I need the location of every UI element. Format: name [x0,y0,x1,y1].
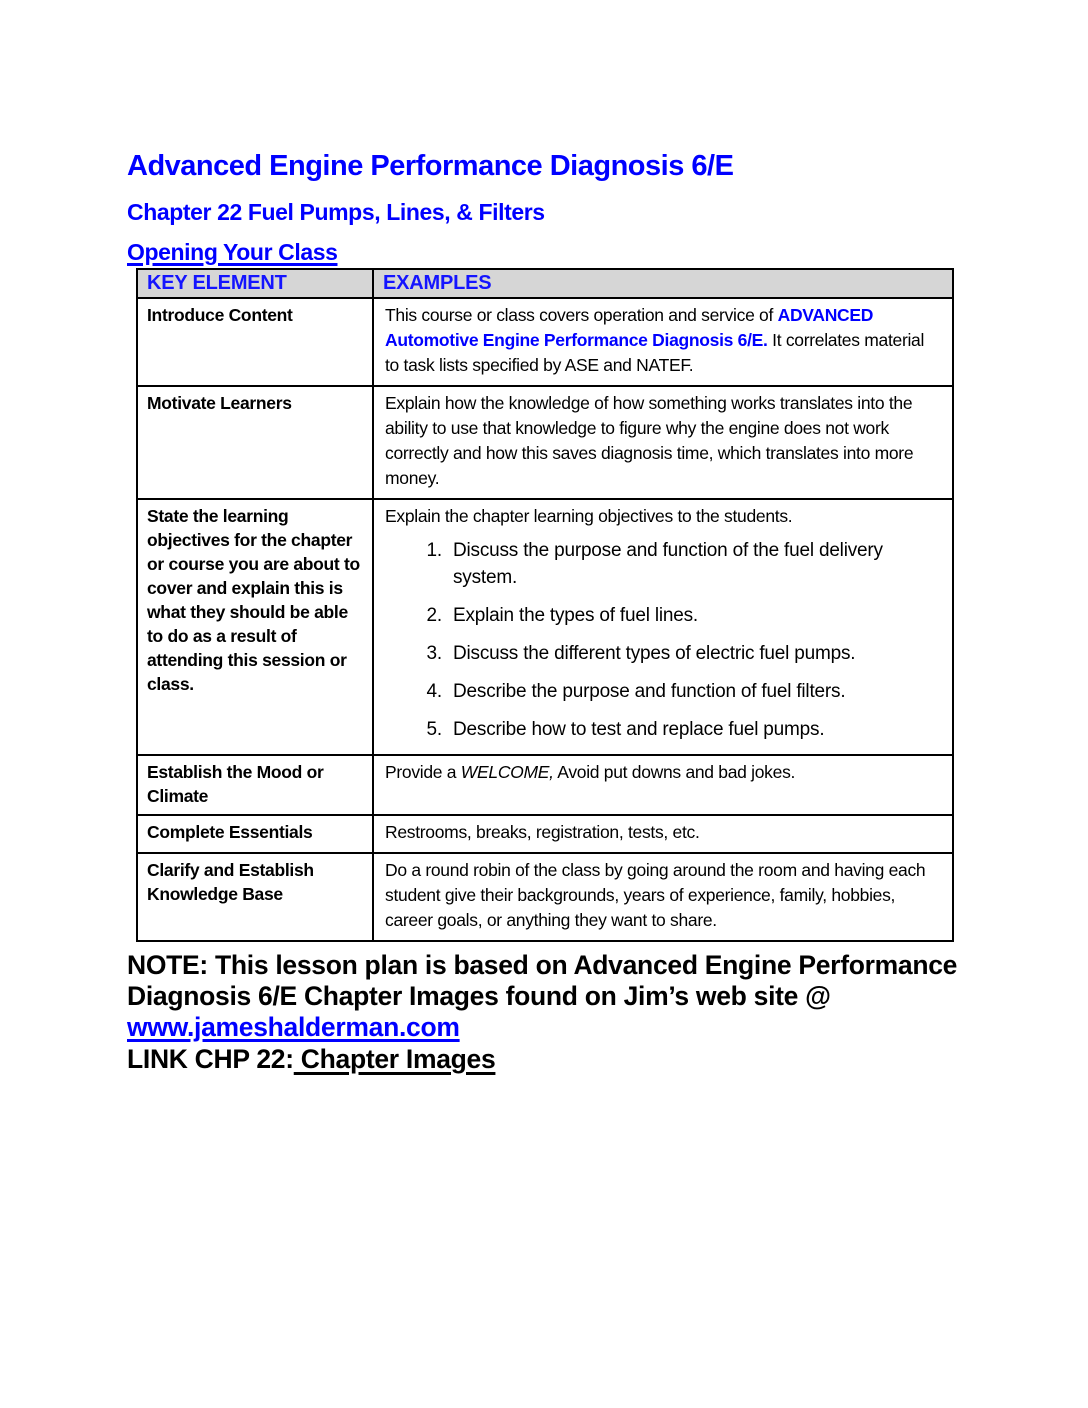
examples-cell [373,386,953,499]
page-title: Advanced Engine Performance Diagnosis 6/E [127,150,734,182]
col-header-key-element: KEY ELEMENT [137,269,373,298]
section-heading: Opening Your Class [127,239,338,265]
examples-cell [373,853,953,941]
link-line [127,1044,959,1075]
table-row-learning-objectives [137,499,953,755]
chapter-images-link[interactable]: Chapter Images [293,1044,496,1074]
document-content [127,150,965,1075]
link-line-label: LINK CHP 22: [127,1044,294,1074]
note-prefix: NOTE: This lesson plan is based on Advanced Engine Performance Diagnosis 6/E Chapter Images found on Jim’s web site @ [127,950,965,1011]
example-text: Explain the chapter learning objectives to the students. [385,506,793,526]
example-text: This course or class covers operation and service of [385,305,778,325]
key-element-cell: Complete Essentials [137,815,373,853]
table-row-introduce-content [137,298,953,386]
key-element-cell: Motivate Learners [137,386,373,499]
table-row-clarify-knowledge [137,853,953,941]
table-row-complete-essentials [137,815,953,853]
lesson-plan-table [136,268,954,942]
book-title-highlight: ADVANCED Automotive Engine Performance Diagnosis 6/E. [385,305,878,350]
table-row-establish-mood [137,755,953,815]
examples-cell [373,499,953,755]
welcome-emphasis: WELCOME, [460,762,554,782]
key-element-cell: State the learning objectives for the chapter or course you are about to cover and explain this is what they should be able to do as a result of attending this session or class. [137,499,373,755]
key-element-cell: Establish the Mood or Climate [137,755,373,815]
chapter-heading: Chapter 22 Fuel Pumps, Lines, & Filters [127,199,545,225]
website-link[interactable]: www.jameshalderman.com [127,1012,460,1042]
objective-item: 3. Discuss the different types of electric fuel pumps. [447,640,942,667]
example-text: Avoid put downs and bad jokes. [553,762,796,782]
objectives-list [385,537,942,743]
example-text: Explain how the knowledge of how something works translates into the ability to use that knowledge to figure why the engine does not work correctly and how this saves diagnosis time, which translates into more money. [385,393,918,488]
examples-cell [373,815,953,853]
example-text: It correlates material to task lists specified by ASE and NATEF. [385,330,929,375]
key-element-cell: Clarify and Establish Knowledge Base [137,853,373,941]
note-text [127,950,965,1043]
table-header-row [137,269,953,298]
col-header-examples: EXAMPLES [373,269,953,298]
key-element-cell: Introduce Content [137,298,373,386]
example-text: Restrooms, breaks, registration, tests, etc. [385,822,700,842]
objective-item: 5. Describe how to test and replace fuel pumps. [447,716,942,743]
objective-item: 4. Describe the purpose and function of fuel filters. [447,678,942,705]
examples-cell [373,755,953,815]
objective-item: 1. Discuss the purpose and function of the fuel delivery system. [447,537,942,591]
example-text: Do a round robin of the class by going around the room and having each student give their backgrounds, years of experience, family, hobbies, career goals, or anything they want to share. [385,860,930,930]
example-text: Provide a [385,762,461,782]
table-row-motivate-learners [137,386,953,499]
examples-cell [373,298,953,386]
objective-item: 2. Explain the types of fuel lines. [447,602,942,629]
